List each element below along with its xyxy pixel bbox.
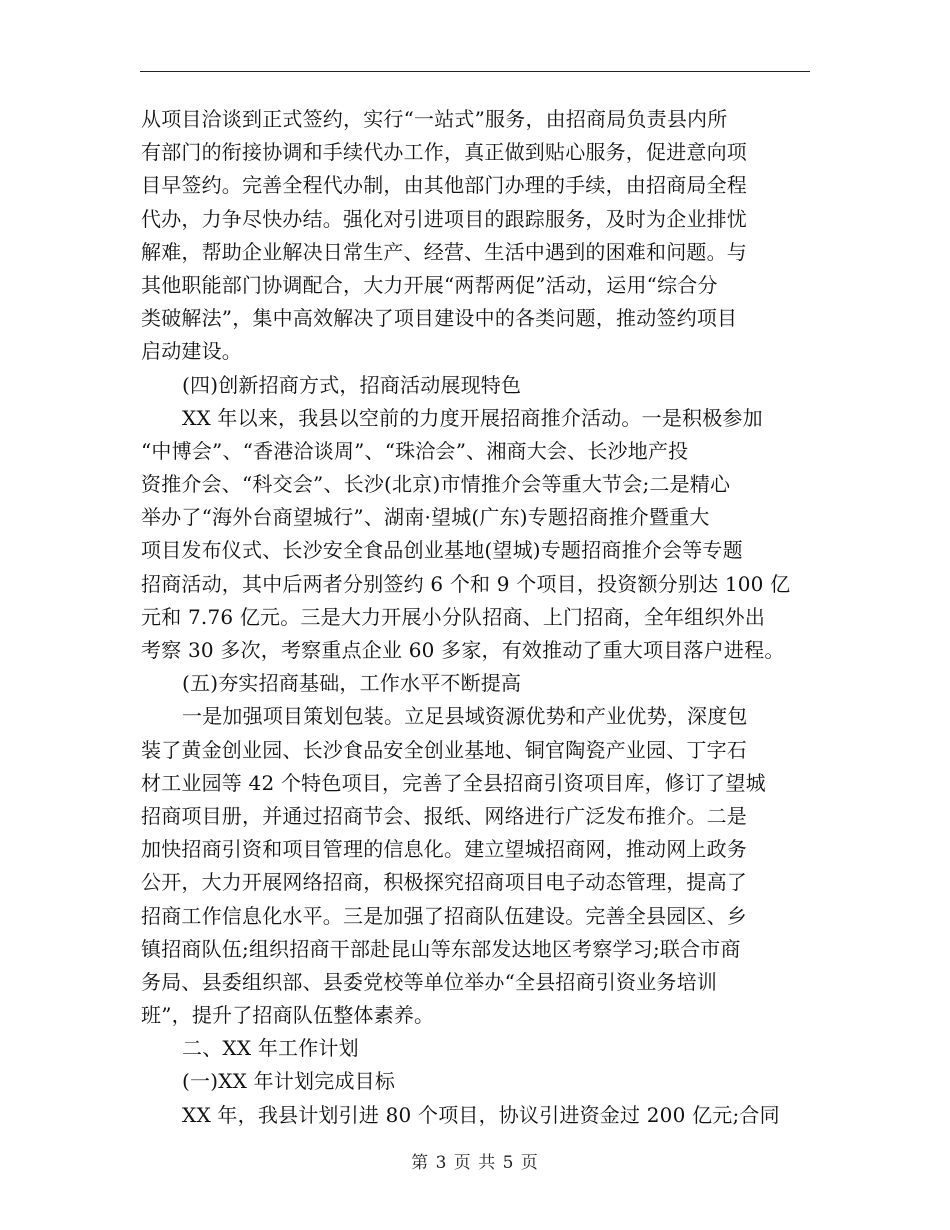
text-line: 从项目洽谈到正式签约，实行“一站式”服务，由招商局负责县内所 (141, 107, 728, 131)
page-number: 第 3 页 共 5 页 (411, 1153, 539, 1173)
text-line: 解难，帮助企业解决日常生产、经营、生活中遇到的困难和问题。与 (141, 239, 747, 264)
text-line: 其他职能部门协调配合，大力开展“两帮两促”活动，运用“综合分 (141, 272, 718, 297)
text-line: 考察 30 多次，考察重点企业 60 多家，有效推动了重大项目落户进程。 (141, 638, 785, 662)
text-line: XX 年以来，我县以空前的力度开展招商推介活动。一是积极参加 (182, 405, 763, 430)
text-line: (五)夯实招商基础，工作水平不断提高 (182, 671, 522, 696)
text-line: 装了黄金创业园、长沙食品安全创业基地、铜官陶瓷产业园、丁字石 (141, 737, 747, 762)
text-line: 目早签约。完善全程代办制，由其他部门办理的手续，由招商局全程 (141, 173, 747, 198)
text-line: “中博会”、“香港洽谈周”、“珠洽会”、湘商大会、长沙地产投 (141, 438, 689, 463)
text-line: 材工业园等 42 个特色项目，完善了全县招商引资项目库，修订了望城 (141, 770, 766, 795)
text-line: 代办，力争尽快办结。强化对引进项目的跟踪服务，及时为企业排忧 (141, 206, 747, 231)
text-line: 招商工作信息化水平。三是加强了招商队伍建设。完善全县园区、乡 (141, 903, 747, 928)
text-line: 有部门的衔接协调和手续代办工作，真正做到贴心服务，促进意向项 (141, 140, 747, 165)
text-line: 二、XX 年工作计划 (182, 1036, 359, 1061)
text-line: 举办了“海外台商望城行”、湖南·望城(广东)专题招商推介暨重大 (141, 505, 710, 530)
text-line: XX 年，我县计划引进 80 个项目，协议引进资金过 200 亿元;合同 (182, 1102, 780, 1127)
text-line: 启动建设。 (141, 339, 242, 364)
text-line: 招商项目册，并通过招商节会、报纸、网络进行广泛发布推介。二是 (141, 803, 747, 828)
text-line: 务局、县委组织部、县委党校等单位举办“全县招商引资业务培训 (141, 969, 718, 994)
text-line: 类破解法”，集中高效解决了项目建设中的各类问题，推动签约项目 (141, 306, 738, 331)
text-line: (一)XX 年计划完成目标 (182, 1069, 396, 1094)
text-line: 资推介会、“科交会”、长沙(北京)市情推介会等重大节会;二是精心 (141, 472, 731, 497)
text-line: 镇招商队伍;组织招商干部赴昆山等东部发达地区考察学习;联合市商 (141, 936, 741, 961)
text-line: 加快招商引资和项目管理的信息化。建立望城招商网，推动网上政务 (141, 837, 747, 862)
header-rule (140, 71, 810, 72)
text-line: 元和 7.76 亿元。三是大力开展小分队招商、上门招商，全年组织外出 (141, 604, 766, 629)
text-line: 公开，大力开展网络招商，积极探究招商项目电子动态管理，提高了 (141, 870, 747, 895)
text-line: 招商活动，其中后两者分别签约 6 个和 9 个项目，投资额分别达 100 亿 (141, 571, 791, 596)
text-line: 一是加强项目策划包装。立足县域资源优势和产业优势，深度包 (182, 704, 748, 729)
text-line: (四)创新招商方式，招商活动展现特色 (182, 372, 522, 397)
document-body (141, 103, 813, 1132)
text-line: 项目发布仪式、长沙安全食品创业基地(望城)专题招商推介会等专题 (141, 538, 743, 563)
text-line: 班”，提升了招商队伍整体素养。 (141, 1003, 435, 1028)
